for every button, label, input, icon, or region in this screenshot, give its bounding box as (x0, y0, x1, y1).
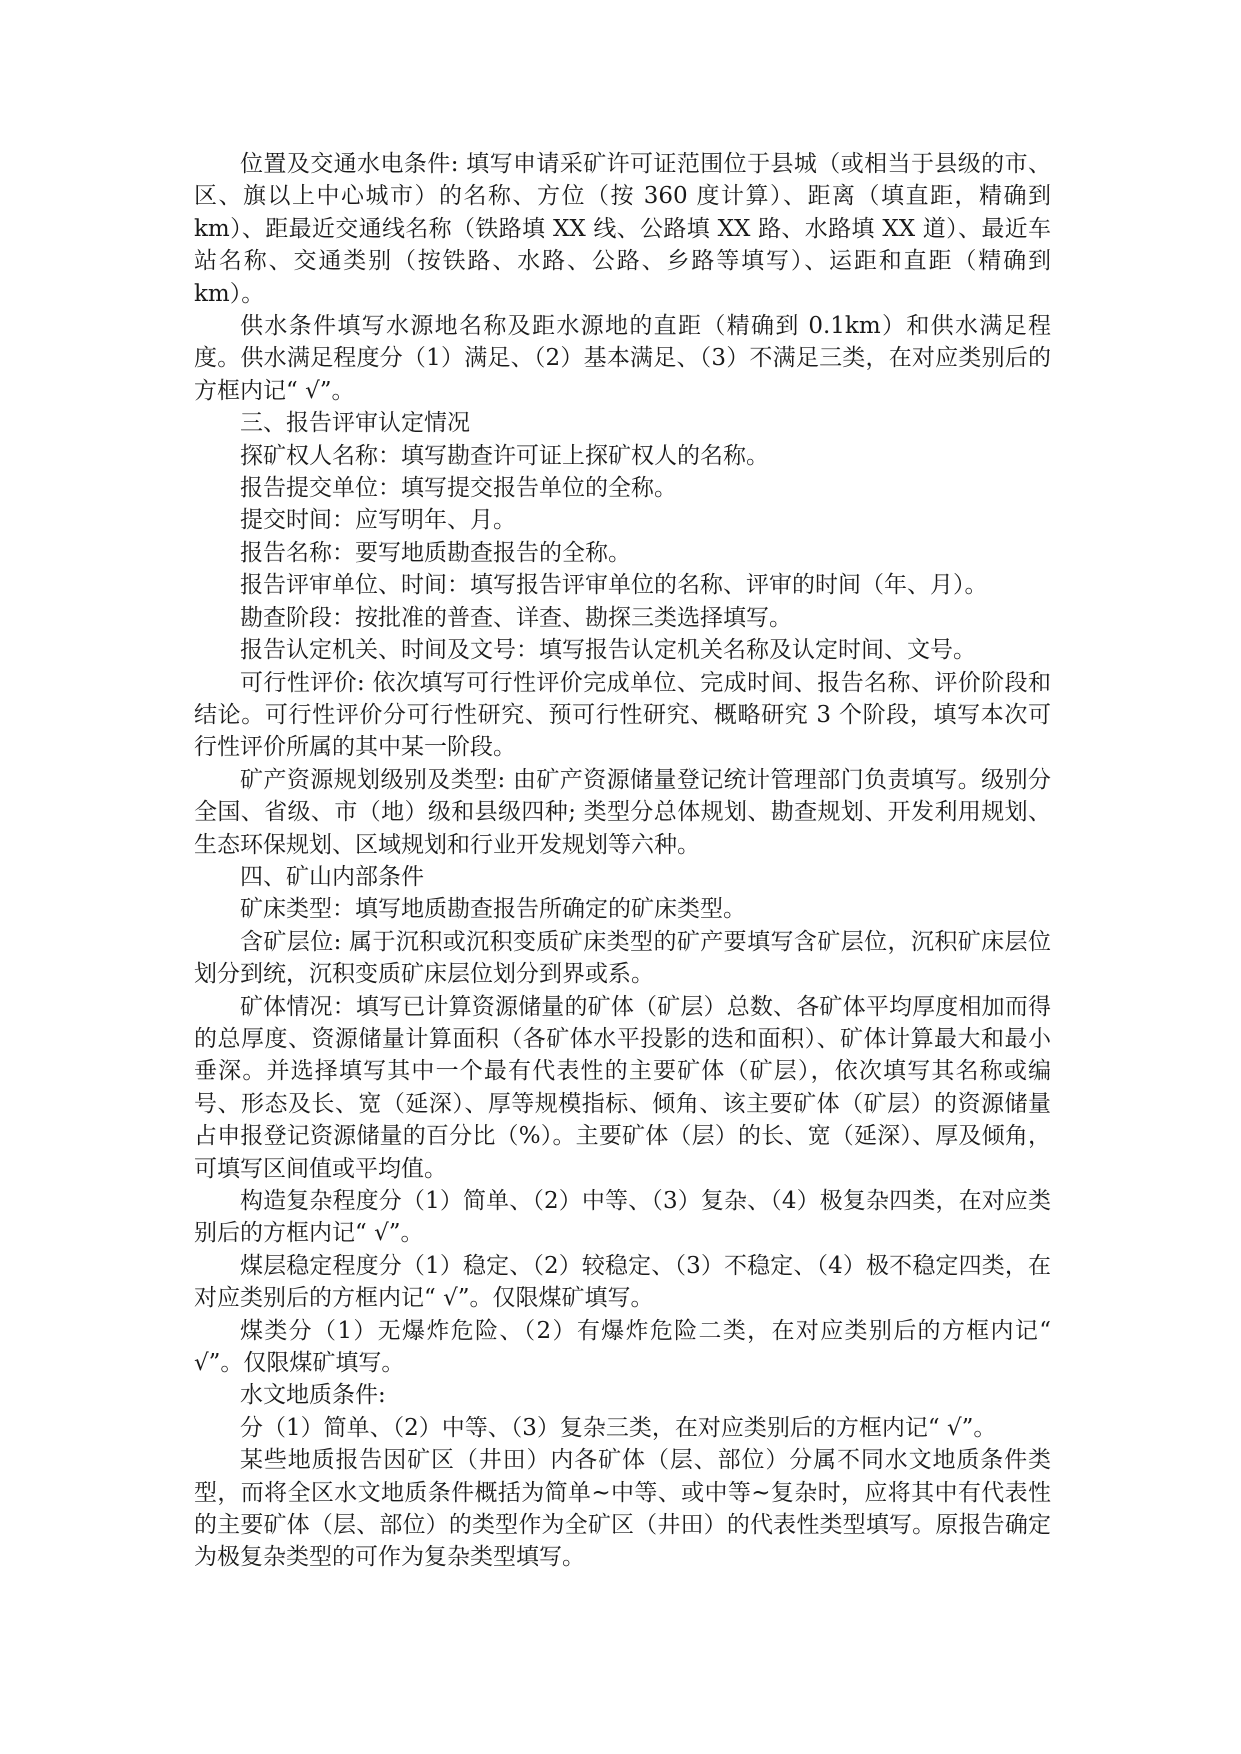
paragraph-coal-seam-stability: 煤层稳定程度分（1）稳定、（2）较稳定、（3）不稳定、（4）极不稳定四类，在对应类别后的方框内记“ √”。仅限煤矿填写。 (194, 1252, 1051, 1312)
paragraph-review-unit: 报告评审单位、时间：填写报告评审单位的名称、评审的时间（年、月）。 (240, 572, 988, 599)
paragraph-exploration-stage: 勘查阶段：按批准的普查、详查、勘探三类选择填写。 (240, 604, 792, 631)
paragraph-location-traffic: 位置及交通水电条件: 填写申请采矿许可证范围位于县城（或相当于县级的市、区、旗以上中心城市）的名称、方位（按 360 度计算）、距离（填直距，精确到 km）、距最近交通线名称（铁路填 XX 线、公路填 XX 路、水路填 XX 道）、最近车站名称、交通类别（按铁路、水路、公路、乡路等填写）、运距和直距（精确到 km）。 (194, 151, 1051, 307)
paragraph-coal-type: 煤类分（1）无爆炸危险、（2）有爆炸危险二类，在对应类别后的方框内记“ √”。仅限煤矿填写。 (194, 1317, 1051, 1377)
paragraph-orebody: 矿体情况：填写已计算资源储量的矿体（矿层）总数、各矿体平均厚度相加而得的总厚度、资源储量计算面积（各矿体水平投影的迭和面积）、矿体计算最大和最小垂深。并选择填写其中一个最有代表性的主要矿体（矿层），依次填写其名称或编号、形态及长、宽（延深）、厚等规模指标、倾角、该主要矿体（矿层）的资源储量占申报登记资源储量的百分比（%）。主要矿体（层）的长、宽（延深）、厚及倾角，可填写区间值或平均值。 (194, 993, 1051, 1182)
paragraph-report-name: 报告名称：要写地质勘查报告的全称。 (240, 539, 631, 566)
paragraph-exploration-holder: 探矿权人名称：填写勘查许可证上探矿权人的名称。 (240, 442, 769, 469)
paragraph-structure-complexity: 构造复杂程度分（1）简单、（2）中等、（3）复杂、（4）极复杂四类，在对应类别后的方框内记“ √”。 (194, 1188, 1051, 1247)
paragraph-hydrogeology-note: 某些地质报告因矿区（井田）内各矿体（层、部位）分属不同水文地质条件类型，而将全区水文地质条件概括为简单~中等、或中等~复杂时，应将其中有代表性的主要矿体（层、部位）的类型作为全矿区（井田）的代表性类型填写。原报告确定为极复杂类型的可作为复杂类型填写。 (194, 1447, 1051, 1571)
paragraph-water-supply: 供水条件填写水源地名称及距水源地的直距（精确到 0.1km）和供水满足程度。供水满足程度分（1）满足、（2）基本满足、（3）不满足三类，在对应类别后的方框内记“ √”。 (194, 313, 1051, 404)
paragraph-deposit-type: 矿床类型：填写地质勘查报告所确定的矿床类型。 (240, 896, 746, 923)
paragraph-hydrogeology-heading: 水文地质条件: (240, 1382, 386, 1409)
section-heading-mine-conditions: 四、矿山内部条件 (240, 863, 424, 890)
paragraph-feasibility: 可行性评价: 依次填写可行性评价完成单位、完成时间、报告名称、评价阶段和结论。可行性评价分可行性研究、预可行性研究、概略研究 3 个阶段，填写本次可行性评价所属的其中某一阶段。 (194, 669, 1051, 761)
paragraph-ore-horizon: 含矿层位: 属于沉积或沉积变质矿床类型的矿产要填写含矿层位，沉积矿床层位划分到统，沉积变质矿床层位划分到界或系。 (194, 928, 1051, 988)
paragraph-resource-planning: 矿产资源规划级别及类型: 由矿产资源储量登记统计管理部门负责填写。级别分全国、省级、市（地）级和县级四种; 类型分总体规划、勘查规划、开发利用规划、生态环保规划、区域规划和行业开发规划等六种。 (194, 766, 1051, 858)
document-body (194, 148, 1051, 1574)
paragraph-approval-authority: 报告认定机关、时间及文号：填写报告认定机关名称及认定时间、文号。 (240, 637, 976, 664)
paragraph-submit-time: 提交时间：应写明年、月。 (240, 507, 516, 534)
section-heading-report-review: 三、报告评审认定情况 (240, 410, 470, 437)
paragraph-report-submitter: 报告提交单位：填写提交报告单位的全称。 (240, 475, 677, 502)
paragraph-hydrogeology-classes: 分（1）简单、（2）中等、（3）复杂三类，在对应类别后的方框内记“ √”。 (240, 1414, 997, 1441)
